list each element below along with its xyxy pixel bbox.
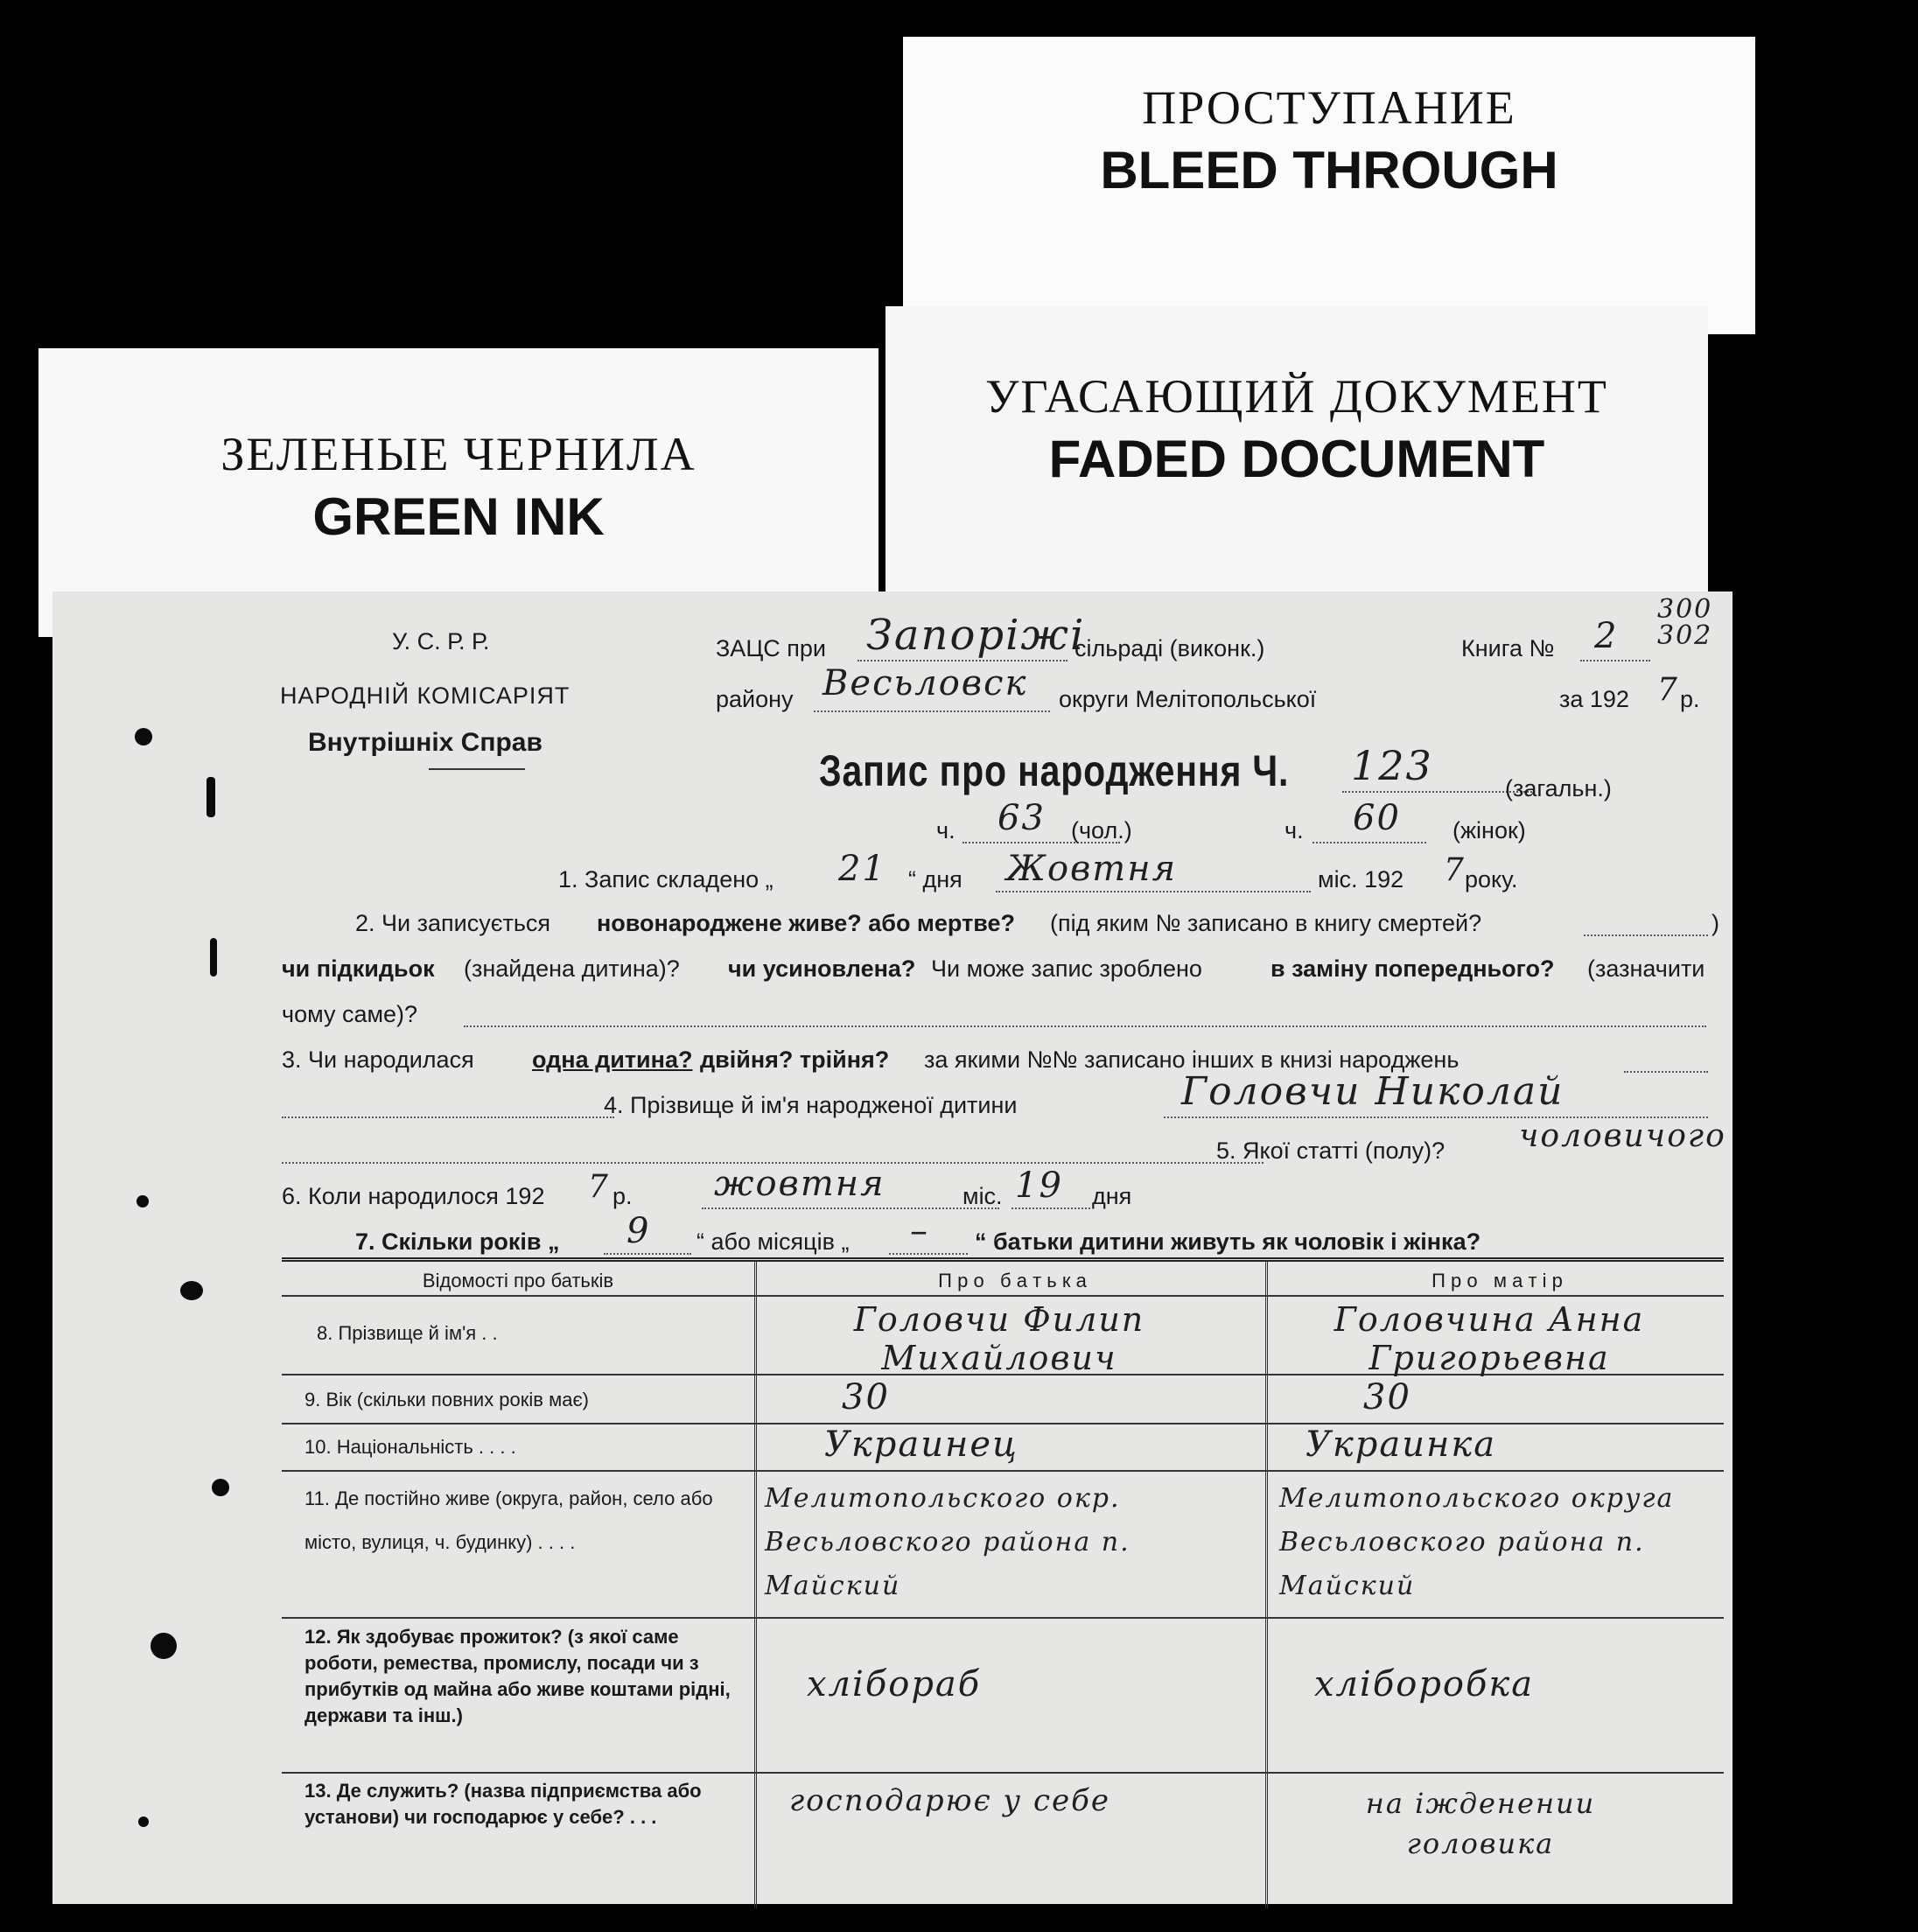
year-prefix: за 192 bbox=[1559, 686, 1629, 712]
label-card-faded-document bbox=[886, 306, 1708, 593]
field6-dnya: дня bbox=[1092, 1183, 1132, 1209]
female-label: (жінок) bbox=[1452, 817, 1526, 844]
female-number-handwritten: 60 bbox=[1353, 798, 1401, 838]
field1-suffix: міс. 192 bbox=[1318, 866, 1404, 892]
column-divider bbox=[754, 1262, 757, 1908]
general-label: (загальн.) bbox=[1505, 775, 1612, 802]
header-mother: П р о м а т і р bbox=[1432, 1270, 1563, 1292]
okrug-label: округи Мелітопольської bbox=[1059, 686, 1317, 712]
father-nationality-handwritten: Украинец bbox=[824, 1424, 1018, 1465]
field2-b: новонароджене живе? або мертве? bbox=[597, 910, 1016, 936]
field1-year-digit-handwritten: 7 bbox=[1444, 852, 1466, 888]
field2-i: (зазначити bbox=[1587, 956, 1705, 982]
dotted-line bbox=[996, 891, 1311, 892]
field1-prefix: 1. Запис складено „ bbox=[558, 866, 774, 892]
field6-day-handwritten: 19 bbox=[1015, 1166, 1063, 1206]
field2-close: ) bbox=[1712, 910, 1719, 936]
parents-table bbox=[282, 1257, 1724, 1908]
field2-j: чому саме)? bbox=[282, 1001, 418, 1027]
dotted-line bbox=[604, 1253, 691, 1255]
dotted-line bbox=[814, 710, 1050, 712]
ministry-label: Внутрішніх Справ bbox=[308, 728, 542, 757]
table-row-label: 8. Прізвище й ім'я . . bbox=[317, 1322, 498, 1344]
birth-record-form bbox=[52, 592, 1732, 1904]
field2-c: (під яким № записано в книгу смертей? bbox=[1050, 910, 1482, 936]
dotted-line bbox=[1584, 934, 1708, 936]
field2-g: Чи може запис зроблено bbox=[931, 956, 1202, 982]
card-text-en: BLEED THROUGH bbox=[1100, 141, 1558, 200]
dotted-line bbox=[858, 660, 1068, 662]
card-text-en: GREEN INK bbox=[312, 487, 605, 546]
father-residence-handwritten: Мелитопольского окр. Весьловского района п. Майский bbox=[765, 1483, 1130, 1601]
table-row-label: 11. Де постійно живе (округа, район, село або місто, вулиця, ч. будинку) . . . . bbox=[304, 1488, 713, 1553]
field5-sex-handwritten: чоловичого bbox=[1519, 1118, 1726, 1154]
punch-hole bbox=[210, 938, 217, 976]
field6-mis: міс. bbox=[962, 1183, 1003, 1209]
dotted-line bbox=[1580, 660, 1650, 662]
row-divider bbox=[282, 1470, 1724, 1472]
label-card-bleed-through bbox=[903, 37, 1755, 334]
year-digit-handwritten: 7 bbox=[1657, 672, 1679, 708]
field2-a: 2. Чи записується bbox=[355, 910, 551, 936]
dotted-line bbox=[282, 1116, 614, 1118]
field1-end: року. bbox=[1465, 866, 1518, 892]
row-divider bbox=[282, 1617, 1724, 1619]
dotted-line bbox=[1312, 842, 1426, 844]
punch-hole bbox=[212, 1479, 229, 1496]
punch-hole bbox=[180, 1281, 203, 1300]
male-number-handwritten: 63 bbox=[998, 798, 1046, 838]
dotted-line bbox=[1012, 1208, 1090, 1209]
record-number-handwritten: 123 bbox=[1351, 742, 1433, 789]
field7-months-handwritten: – bbox=[910, 1211, 929, 1251]
header-father: П р о б а т ь к а bbox=[938, 1270, 1087, 1292]
field1-month-handwritten: Жовтня bbox=[1006, 849, 1178, 889]
book-number-handwritten: 2 bbox=[1594, 616, 1619, 656]
card-text-en: FADED DOCUMENT bbox=[1048, 430, 1545, 488]
field4-child-name-handwritten: Головчи Николай bbox=[1181, 1069, 1564, 1114]
punch-hole bbox=[150, 1633, 177, 1659]
mother-nationality-handwritten: Украинка bbox=[1306, 1424, 1497, 1465]
field1-mid: “ дня bbox=[908, 866, 962, 892]
field7-prefix: 7. Скільки років „ bbox=[355, 1228, 560, 1255]
father-workplace-handwritten: господарює у себе bbox=[789, 1783, 1110, 1818]
table-row-label: 13. Де служить? (назва підприємства або установи) чи господарює у себе? . . . bbox=[304, 1780, 702, 1828]
table-row-label: 9. Вік (скільки повних років має) bbox=[304, 1389, 590, 1410]
year-suffix: р. bbox=[1680, 686, 1700, 712]
column-divider bbox=[1265, 1262, 1268, 1908]
card-text-ru: ПРОСТУПАНИЕ bbox=[1142, 81, 1516, 134]
field2-h: в заміну попереднього? bbox=[1270, 956, 1555, 982]
record-title: Запис про народження Ч. bbox=[819, 746, 1290, 795]
row-divider bbox=[282, 1295, 1724, 1297]
mother-occupation-handwritten: хліборобка bbox=[1314, 1664, 1535, 1704]
field2-f: чи усиновлена? bbox=[728, 956, 916, 982]
father-name-handwritten: Головчи Филип Михайлович bbox=[853, 1300, 1145, 1377]
punch-hole bbox=[136, 1195, 149, 1208]
field3-a: 3. Чи народилася bbox=[282, 1046, 474, 1073]
father-age-handwritten: 30 bbox=[842, 1377, 890, 1418]
field3-d: за якими №№ записано інших в книзі народжень bbox=[924, 1046, 1460, 1073]
field2-e: (знайдена дитина)? bbox=[464, 956, 680, 982]
corner-numbers-handwritten: 300 302 bbox=[1657, 594, 1713, 651]
row-divider bbox=[282, 1772, 1724, 1774]
district-prefix: району bbox=[716, 686, 794, 712]
ussr-label: У. С. Р. Р. bbox=[392, 628, 490, 654]
book-label: Книга № bbox=[1461, 635, 1555, 662]
field7-suffix: “ батьки дитини живуть як чоловік і жінка? bbox=[975, 1228, 1481, 1255]
dotted-line bbox=[1624, 1071, 1708, 1073]
dotted-line bbox=[464, 1026, 1706, 1027]
ch-female-prefix: ч. bbox=[1284, 817, 1304, 844]
punch-hole bbox=[138, 1816, 149, 1827]
card-text-ru: УГАСАЮЩИЙ ДОКУМЕНТ bbox=[985, 370, 1608, 423]
dotted-line bbox=[702, 1208, 999, 1209]
dotted-line bbox=[889, 1253, 968, 1255]
male-label: (чол.) bbox=[1071, 817, 1132, 844]
field3-b: одна дитина? bbox=[532, 1046, 693, 1073]
zags-suffix: сільраді (виконк.) bbox=[1074, 635, 1265, 662]
card-text-ru: ЗЕЛЕНЫЕ ЧЕРНИЛА bbox=[220, 428, 696, 480]
mother-workplace-handwritten: на іжденении головика bbox=[1365, 1787, 1596, 1860]
field6-month-handwritten: жовтня bbox=[714, 1164, 886, 1204]
field6-r: р. bbox=[612, 1183, 633, 1209]
district-value-handwritten: Весьловск bbox=[822, 663, 1028, 704]
mother-age-handwritten: 30 bbox=[1363, 1377, 1411, 1418]
mother-residence-handwritten: Мелитопольского округа Весьловского района п. Майский bbox=[1279, 1483, 1675, 1601]
punch-hole bbox=[206, 777, 215, 817]
field7-years-handwritten: 9 bbox=[626, 1211, 651, 1251]
field7-mid: “ або місяців „ bbox=[696, 1228, 850, 1255]
field5-label: 5. Якої статті (полу)? bbox=[1216, 1138, 1446, 1164]
commissariat-label: НАРОДНІЙ КОМІСАРІЯТ bbox=[280, 682, 570, 709]
punch-hole bbox=[135, 728, 152, 746]
field3-c: двійня? трійня? bbox=[700, 1046, 890, 1073]
zags-prefix: ЗАЦС при bbox=[716, 635, 827, 662]
zags-place-handwritten: Запоріжі bbox=[866, 611, 1086, 660]
table-row-label: 10. Національність . . . . bbox=[304, 1436, 516, 1458]
header-rule bbox=[429, 768, 525, 770]
field6-year-digit-handwritten: 7 bbox=[588, 1169, 610, 1205]
ch-male-prefix: ч. bbox=[936, 817, 956, 844]
header-parents-info: Відомості про батьків bbox=[422, 1270, 614, 1292]
mother-name-handwritten: Головчина Анна Григорьевна bbox=[1334, 1300, 1645, 1377]
father-occupation-handwritten: хлібораб bbox=[807, 1664, 982, 1704]
field2-d: чи підкидьок bbox=[282, 956, 435, 982]
field4-label: 4. Прізвище й ім'я народженої дитини bbox=[604, 1092, 1018, 1118]
field1-day-handwritten: 21 bbox=[838, 849, 886, 889]
table-row-label: 12. Як здобуває прожиток? (з якої саме роботи, ремества, промислу, посади чи з прибутків од майна або живе коштами рідні, держави та інш.) bbox=[304, 1626, 731, 1726]
field6-prefix: 6. Коли народилося 192 bbox=[282, 1183, 545, 1209]
